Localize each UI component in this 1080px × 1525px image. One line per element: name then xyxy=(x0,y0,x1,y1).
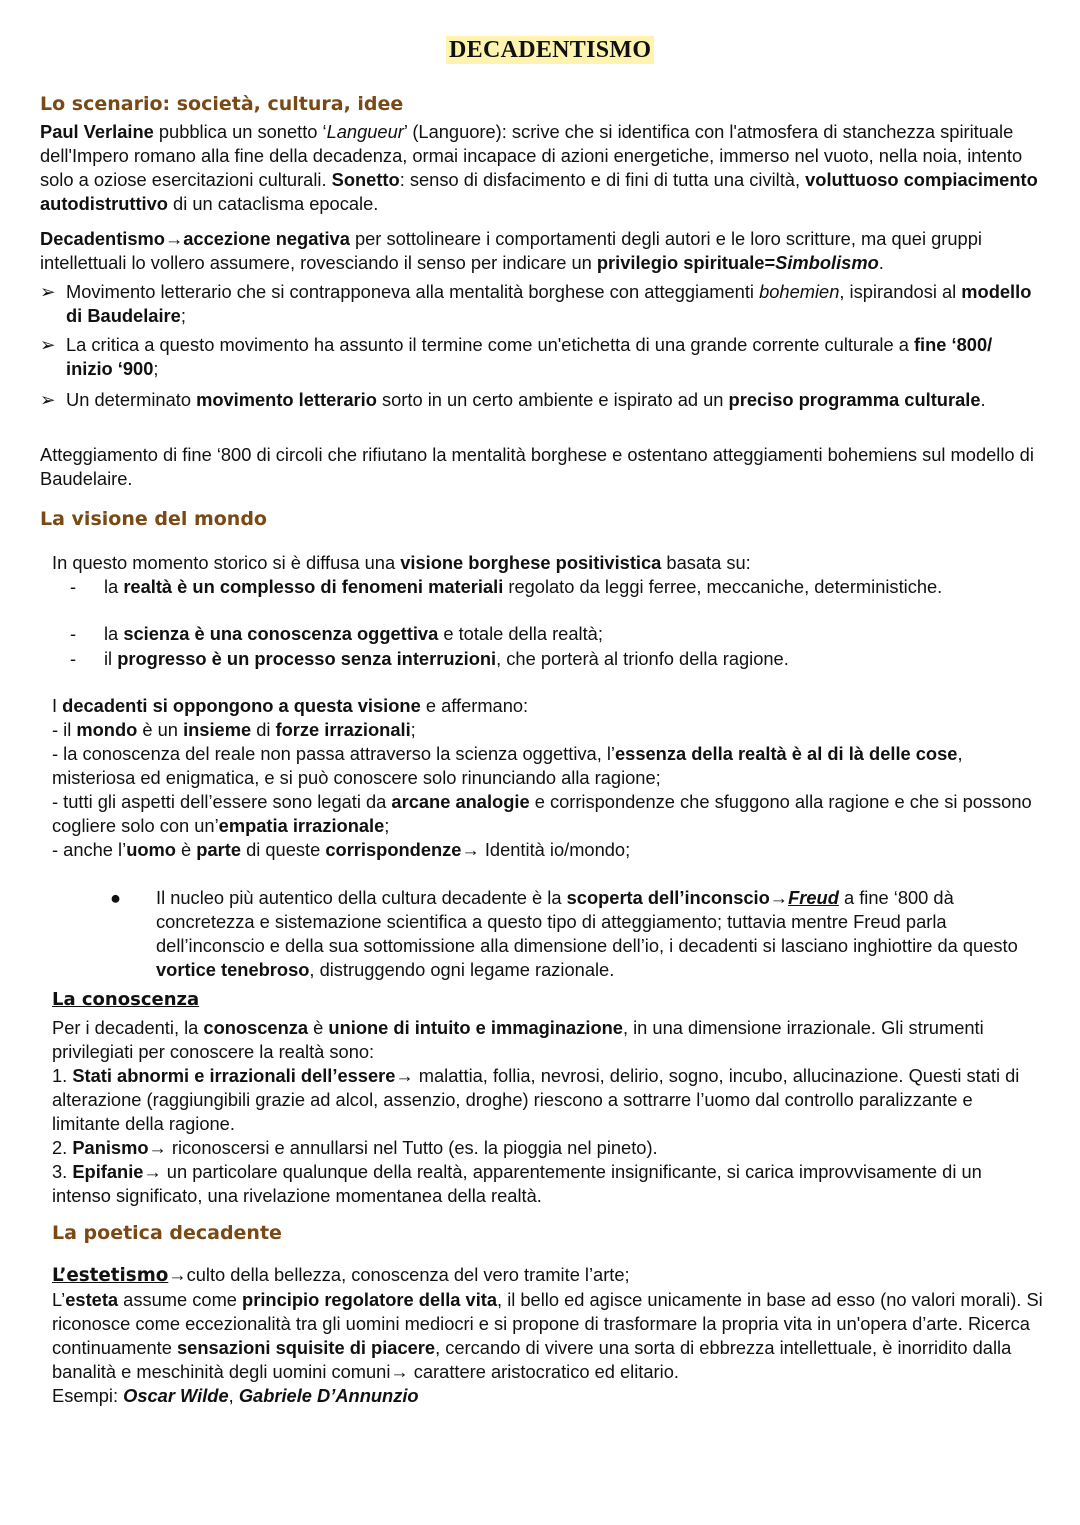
paragraph-conoscenza xyxy=(52,1016,1037,1208)
text-run: la xyxy=(104,576,124,597)
text-run: ; xyxy=(153,358,159,379)
paragraph-atteggiamento xyxy=(40,443,1055,491)
dash-text xyxy=(104,575,952,599)
text-run: ; xyxy=(410,719,416,740)
text-run: la xyxy=(104,623,124,644)
text-run: - la conoscenza del reale non passa attraverso la scienza oggettiva, l’ xyxy=(52,743,615,764)
dash-text xyxy=(104,647,952,671)
text-run: sorto in un certo ambiente e ispirato ad un xyxy=(376,389,729,410)
text-run: vortice tenebroso xyxy=(156,959,310,980)
text-run: L’ xyxy=(52,1289,66,1310)
text-run: 3. xyxy=(52,1161,73,1182)
text-run: , in una dimensione irrazionale. Gli strumenti privilegiati per conoscere la realtà sono: xyxy=(52,1017,984,1062)
text-run: regolato da leggi ferree, meccaniche, deterministiche. xyxy=(503,576,943,597)
text-run: → riconoscersi e annullarsi nel Tutto (es. la pioggia nel pineto). xyxy=(148,1137,658,1158)
text-run: è xyxy=(308,1017,329,1038)
text-run: Stati abnormi e irrazionali dell’essere xyxy=(72,1065,396,1086)
dash-item xyxy=(52,575,952,599)
text-run: I xyxy=(52,695,63,716)
text-run: L’estetismo xyxy=(52,1265,169,1286)
paragraph-estetismo xyxy=(52,1263,1052,1408)
text-run: preciso programma culturale xyxy=(728,389,981,410)
text-run: mondo xyxy=(76,719,138,740)
text-run: basata su: xyxy=(661,552,751,573)
text-run: fine ‘800/ inizio ‘900 xyxy=(66,334,993,379)
text-run: , distruggendo ogni legame razionale. xyxy=(309,959,615,980)
section-heading-visione: La visione del mondo xyxy=(40,508,267,530)
text-run: e corrispondenze che sfuggono alla ragione e che si possono cogliere solo con un’ xyxy=(52,791,1032,836)
section-heading-scenario: Lo scenario: società, cultura, idee xyxy=(40,93,404,115)
text-run: , ispirandosi al xyxy=(839,281,962,302)
text-run: Per i decadenti, la xyxy=(52,1017,204,1038)
text-run: Decadentismo→accezione negativa xyxy=(40,228,350,249)
text-run: voluttuoso compiacimento autodistruttivo xyxy=(40,169,1038,214)
text-run: Sonetto xyxy=(331,169,400,190)
text-run: assume come xyxy=(118,1289,243,1310)
text-run: decadenti si oppongono a questa visione xyxy=(62,695,421,716)
paragraph-decadentismo xyxy=(40,227,1055,275)
text-run: progresso è un processo senza interruzioni xyxy=(117,648,497,669)
text-run: sensazioni squisite di piacere xyxy=(177,1337,436,1358)
text-run: Langueur xyxy=(326,121,404,142)
text-run: - anche l’ xyxy=(52,839,127,860)
text-run: parte xyxy=(196,839,241,860)
text-run: ; xyxy=(384,815,390,836)
text-run: , misteriosa ed enigmatica, e si può conoscere solo rinunciando alla ragione; xyxy=(52,743,963,788)
arrow-bullet-icon: ➢ xyxy=(40,281,56,302)
text-run: di xyxy=(251,719,276,740)
paragraph-visione-intro xyxy=(52,551,1052,575)
text-run: Epifanie xyxy=(72,1161,144,1182)
text-run: conoscenza xyxy=(203,1017,309,1038)
text-run: Esempi: xyxy=(52,1385,124,1406)
text-run: per sottolineare i comportamenti degli autori e le loro scritture, ma quei gruppi intellettuali lo vollero assumere, rovesciando il senso per indicare un xyxy=(40,228,982,273)
text-run: Atteggiamento di fine ‘800 di circoli che rifiutano la mentalità borghese e ostentano atteggiamenti bohemiens sul modello di Baudelaire. xyxy=(40,444,1034,489)
text-run: , cercando di vivere una sorta di ebbrezza intellettuale, è inorridito dalla banalità e meschinità degli uomini comuni→ carattere aristocratico ed elitario. xyxy=(52,1337,1012,1382)
paragraph-decadenti xyxy=(52,694,1042,862)
text-run: La critica a questo movimento ha assunto il termine come un'etichetta di una grande corrente culturale a xyxy=(66,334,914,355)
text-run: → malattia, follia, nevrosi, delirio, sogno, incubo, allucinazione. Questi stati di alterazione (raggiungibili grazie ad alcol, assenzio, droghe) riescono a sottrarre l’uomo dal controllo paralizzante e limitante della ragione. xyxy=(52,1065,1020,1134)
text-run: Simbolismo xyxy=(775,252,879,273)
text-run: Gabriele D’Annunzio xyxy=(238,1385,419,1406)
text-run: realtà è un complesso di fenomeni materiali xyxy=(123,576,504,597)
text-run: - il xyxy=(52,719,77,740)
text-run: è xyxy=(175,839,197,860)
text-run: scienza è una conoscenza oggettiva xyxy=(123,623,439,644)
bullet-text xyxy=(66,333,1040,381)
text-run: bohemien xyxy=(759,281,840,302)
dash-marker: - xyxy=(70,623,77,644)
text-run: arcane analogie xyxy=(391,791,530,812)
bullet-dot-icon: ● xyxy=(110,887,122,908)
text-run: . xyxy=(878,252,884,273)
text-run: e affermano: xyxy=(420,695,529,716)
text-run: →culto della bellezza, conoscenza del vero tramite l’arte; xyxy=(168,1264,630,1285)
text-run: essenza della realtà è al di là delle cose xyxy=(614,743,958,764)
text-run: insieme xyxy=(183,719,252,740)
text-run: uomo xyxy=(126,839,176,860)
dash-marker: - xyxy=(70,576,77,597)
bullet-text xyxy=(66,280,1040,328)
text-run: e totale della realtà; xyxy=(438,623,603,644)
text-run: privilegio spirituale= xyxy=(596,252,776,273)
text-run: modello di Baudelaire xyxy=(66,281,1032,326)
text-run: movimento letterario xyxy=(196,389,377,410)
text-run: → un particolare qualunque della realtà, apparentemente insignificante, si carica improvvisamente di un intenso significato, una rivelazione momentanea della realtà. xyxy=(52,1161,982,1206)
text-run: di un cataclisma epocale. xyxy=(167,193,379,214)
text-run: pubblica un sonetto ‘ xyxy=(153,121,327,142)
dash-marker: - xyxy=(70,648,77,669)
text-run: esteta xyxy=(65,1289,119,1310)
bullet-item xyxy=(40,388,1040,412)
text-run: il xyxy=(104,648,118,669)
text-run: → Identità io/mondo; xyxy=(461,839,631,860)
text-run: : senso di disfacimento e di fini di tutta una civiltà, xyxy=(399,169,806,190)
bullet-item xyxy=(40,333,1040,381)
text-run: visione borghese positivistica xyxy=(400,552,662,573)
dot-item xyxy=(110,886,1040,982)
arrow-bullet-icon: ➢ xyxy=(40,389,56,410)
dash-item xyxy=(52,622,952,646)
text-run: Freud xyxy=(788,887,839,908)
text-run: , xyxy=(228,1385,239,1406)
text-run: ’ (Languore): scrive che si identifica con l'atmosfera di stanchezza spirituale dell'Impero romano alla fine della decadenza, ormai incapace di azioni energetiche, immerso nel vuoto, nella noia, intento solo a oziose esercitazioni culturali. xyxy=(40,121,1023,190)
text-run: Il nucleo più autentico della cultura decadente è la xyxy=(156,887,567,908)
text-run: a fine ‘800 dà concretezza e sistemazione scientifica a questo tipo di atteggiamento; tuttavia mentre Freud parla dell’inconscio e della sua sottomissione alla dimensione dell’io, i decadenti si lasciano inghiottire da questo xyxy=(156,887,1018,956)
bullet-item xyxy=(40,280,1040,328)
text-run: , il bello ed agisce unicamente in base ad esso (no valori morali). Si riconosce come eccezionalità tra gli uomini mediocri e si propone di trasformare la propria vita in un'opera d’arte. Ricerca continuamente xyxy=(52,1289,1043,1358)
bullet-text xyxy=(66,388,1040,412)
text-run: Paul Verlaine xyxy=(40,121,154,142)
text-run: scoperta dell’inconscio→ xyxy=(566,887,789,908)
document-title: DECADENTISMO xyxy=(446,36,654,64)
text-run: Un determinato xyxy=(66,389,197,410)
text-run: di queste xyxy=(241,839,326,860)
text-run: corrispondenze xyxy=(325,839,462,860)
text-run: Movimento letterario che si contrapponeva alla mentalità borghese con atteggiamenti xyxy=(66,281,760,302)
text-run: , che porterà al trionfo della ragione. xyxy=(496,648,789,669)
dot-text xyxy=(156,886,1040,982)
section-heading-conoscenza: La conoscenza xyxy=(52,989,200,1010)
text-run: principio regolatore della vita xyxy=(242,1289,498,1310)
text-run: unione di intuito e immaginazione xyxy=(328,1017,623,1038)
text-run: 1. xyxy=(52,1065,73,1086)
section-heading-poetica: La poetica decadente xyxy=(52,1222,282,1244)
dash-item xyxy=(52,647,952,671)
text-run: ; xyxy=(180,305,186,326)
text-run: 2. xyxy=(52,1137,73,1158)
text-run: Panismo xyxy=(72,1137,149,1158)
arrow-bullet-icon: ➢ xyxy=(40,334,56,355)
text-run: è un xyxy=(137,719,184,740)
text-run: . xyxy=(980,389,986,410)
text-run: In questo momento storico si è diffusa una xyxy=(52,552,401,573)
dash-text xyxy=(104,622,952,646)
text-run: empatia irrazionale xyxy=(218,815,385,836)
text-run: Oscar Wilde xyxy=(123,1385,229,1406)
paragraph-verlaine xyxy=(40,120,1055,216)
text-run: - tutti gli aspetti dell’essere sono legati da xyxy=(52,791,392,812)
text-run: forze irrazionali xyxy=(275,719,411,740)
